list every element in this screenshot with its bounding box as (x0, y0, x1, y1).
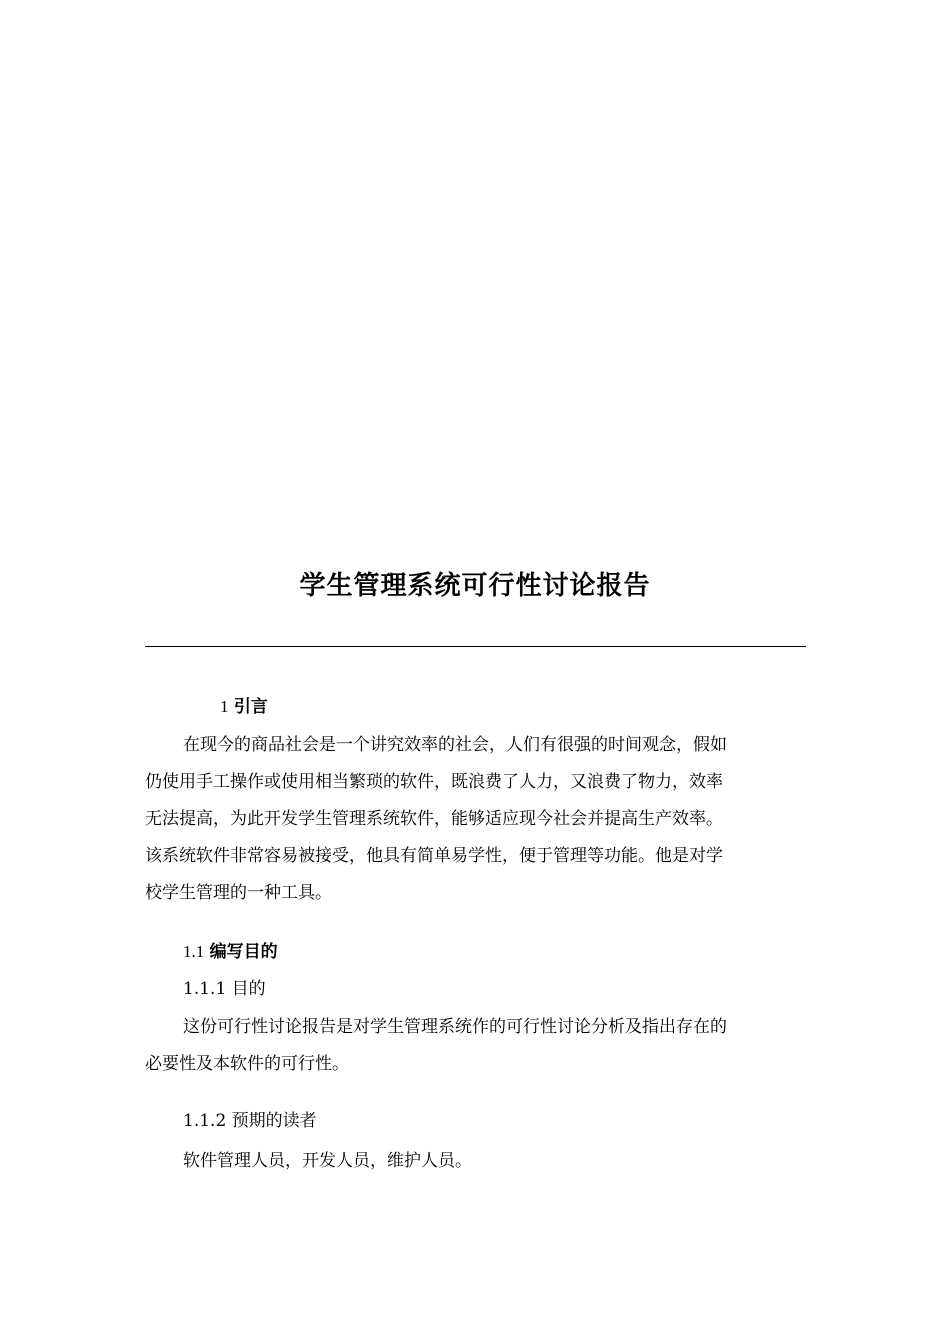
subsection-number: 1.1.1 (183, 979, 227, 999)
section-title: 编写目的 (209, 942, 278, 962)
paragraph-line: 校学生管理的一种工具。 (145, 883, 332, 903)
goal-paragraph (145, 1009, 805, 1083)
title-divider (145, 646, 806, 647)
readers-text: 软件管理人员，开发人员，维护人员。 (183, 1151, 472, 1171)
paragraph-line: 无法提高，为此开发学生管理系统软件，能够适应现今社会并提高生产效率。 (145, 809, 723, 829)
document-title: 学生管理系统可行性讨论报告 (299, 571, 651, 601)
paragraph-line: 该系统软件非常容易被接受，他具有简单易学性，便于管理等功能。他是对学 (145, 846, 723, 866)
subsection-heading-readers (183, 1107, 317, 1135)
section-heading-intro (220, 693, 268, 721)
subsection-heading-goal (183, 975, 266, 1003)
section-number: 1 (220, 697, 229, 716)
paragraph-line: 仍使用手工操作或使用相当繁琐的软件，既浪费了人力，又浪费了物力，效率 (145, 772, 723, 792)
intro-paragraph (145, 727, 805, 912)
subsection-title: 目的 (231, 979, 266, 999)
section-number: 1.1 (183, 942, 205, 961)
section-title: 引言 (233, 697, 268, 717)
paragraph-line: 在现今的商品社会是一个讲究效率的社会，人们有很强的时间观念，假如 (183, 735, 727, 755)
section-heading-purpose (183, 938, 278, 966)
paragraph-line: 这份可行性讨论报告是对学生管理系统作的可行性讨论分析及指出存在的 (183, 1017, 727, 1037)
paragraph-line: 必要性及本软件的可行性。 (145, 1054, 349, 1074)
subsection-number: 1.1.2 (183, 1111, 227, 1131)
subsection-title: 预期的读者 (231, 1111, 317, 1131)
